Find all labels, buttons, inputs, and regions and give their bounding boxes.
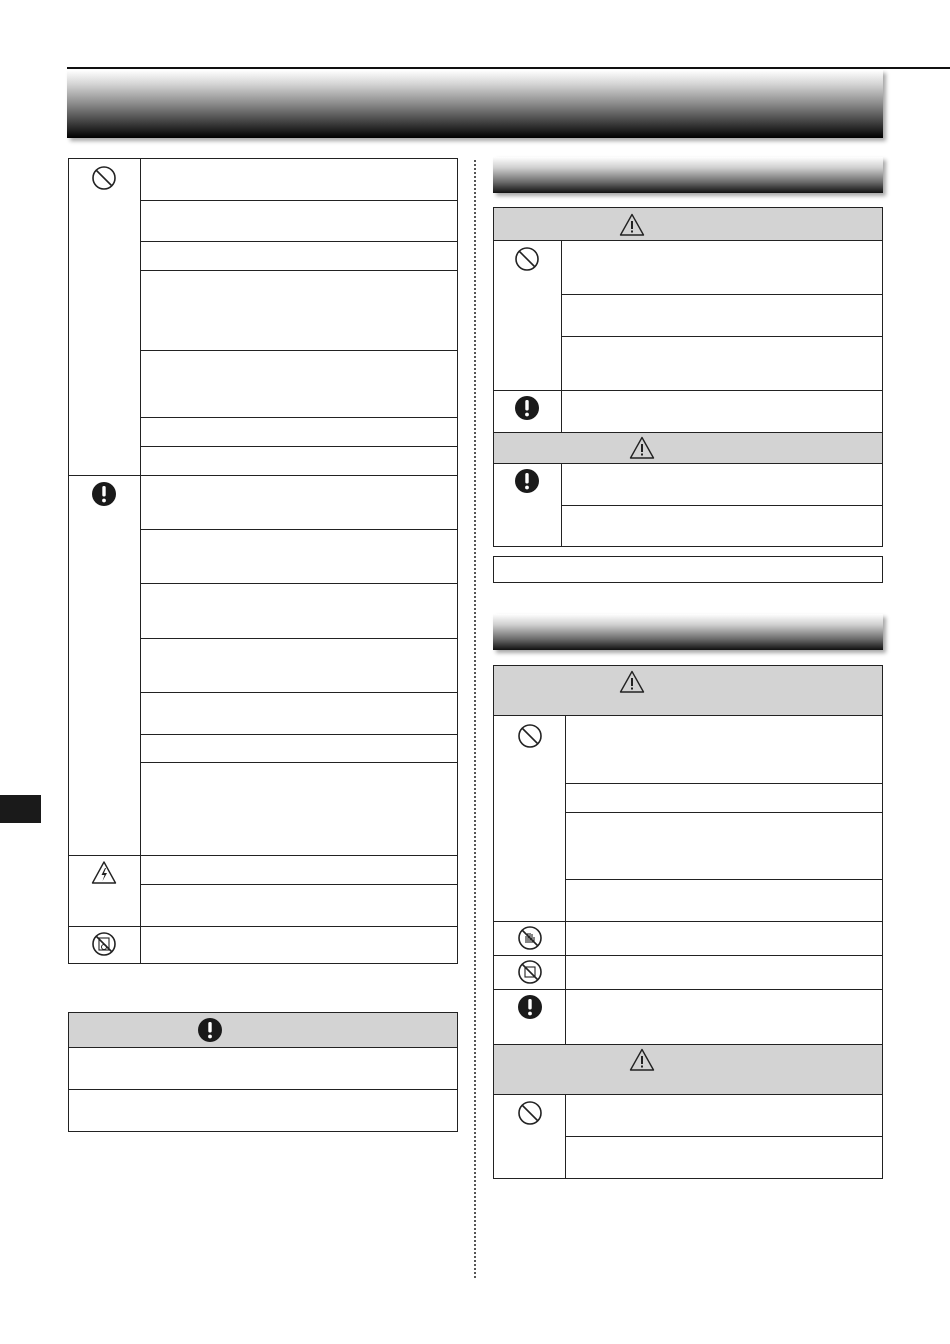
- warning-triangle-icon: [629, 1047, 655, 1073]
- warning-triangle-icon: [629, 435, 655, 461]
- chapter-tab: [0, 795, 41, 823]
- table-group-line: [493, 955, 883, 956]
- main-section-banner: [67, 70, 883, 138]
- mandatory-icon: [514, 395, 540, 421]
- table-row-line: [565, 1136, 883, 1137]
- table-row-line: [561, 336, 883, 337]
- icon-column-divider: [140, 158, 141, 964]
- table-row-line: [140, 417, 458, 418]
- icon-column-divider: [565, 716, 566, 1044]
- table-row-line: [140, 692, 458, 693]
- note-box: [493, 556, 883, 583]
- right-table-1: [493, 207, 883, 547]
- table-row-line: [140, 884, 458, 885]
- table-row-line: [140, 583, 458, 584]
- table-row-line: [565, 879, 883, 880]
- table-row-line: [140, 762, 458, 763]
- prohibited-icon: [517, 723, 543, 749]
- section-banner: [493, 614, 883, 650]
- icon-column-divider: [565, 1095, 566, 1179]
- caution-header: [494, 432, 882, 464]
- table-row-line: [140, 638, 458, 639]
- table-group-line: [493, 989, 883, 990]
- warning-triangle-icon: [619, 669, 645, 695]
- electric-shock-icon: [91, 860, 117, 886]
- no-touch-icon: [517, 925, 543, 951]
- no-water-icon: [91, 931, 117, 957]
- table-row-line: [561, 505, 883, 506]
- warning-header: [494, 208, 882, 241]
- left-precautions-table: [68, 158, 458, 964]
- table-group-line: [493, 390, 883, 391]
- mandatory-icon: [517, 994, 543, 1020]
- table-row-line: [140, 446, 458, 447]
- table-row-line: [140, 200, 458, 201]
- table-row-line: [140, 529, 458, 530]
- caution-header: [494, 1044, 882, 1095]
- warning-triangle-icon: [619, 212, 645, 238]
- top-rule: [67, 67, 950, 69]
- no-wet-hands-icon: [517, 959, 543, 985]
- prohibited-icon: [514, 246, 540, 272]
- column-divider: [474, 160, 476, 1278]
- right-table-2: [493, 665, 883, 1179]
- prohibited-icon: [517, 1100, 543, 1126]
- table-row-line: [68, 1089, 458, 1090]
- mandatory-icon: [514, 468, 540, 494]
- section-banner: [493, 157, 883, 193]
- table-group-line: [68, 475, 458, 476]
- table-row-line: [140, 241, 458, 242]
- warning-header: [494, 666, 882, 716]
- table-header: [69, 1013, 457, 1048]
- mandatory-icon: [197, 1017, 223, 1043]
- table-row-line: [565, 783, 883, 784]
- table-group-line: [493, 921, 883, 922]
- prohibited-icon: [91, 165, 117, 191]
- table-row-line: [140, 270, 458, 271]
- table-row-line: [140, 734, 458, 735]
- table-group-line: [68, 926, 458, 927]
- table-group-line: [68, 855, 458, 856]
- table-row-line: [561, 294, 883, 295]
- table-row-line: [140, 350, 458, 351]
- mandatory-icon: [91, 481, 117, 507]
- table-row-line: [565, 812, 883, 813]
